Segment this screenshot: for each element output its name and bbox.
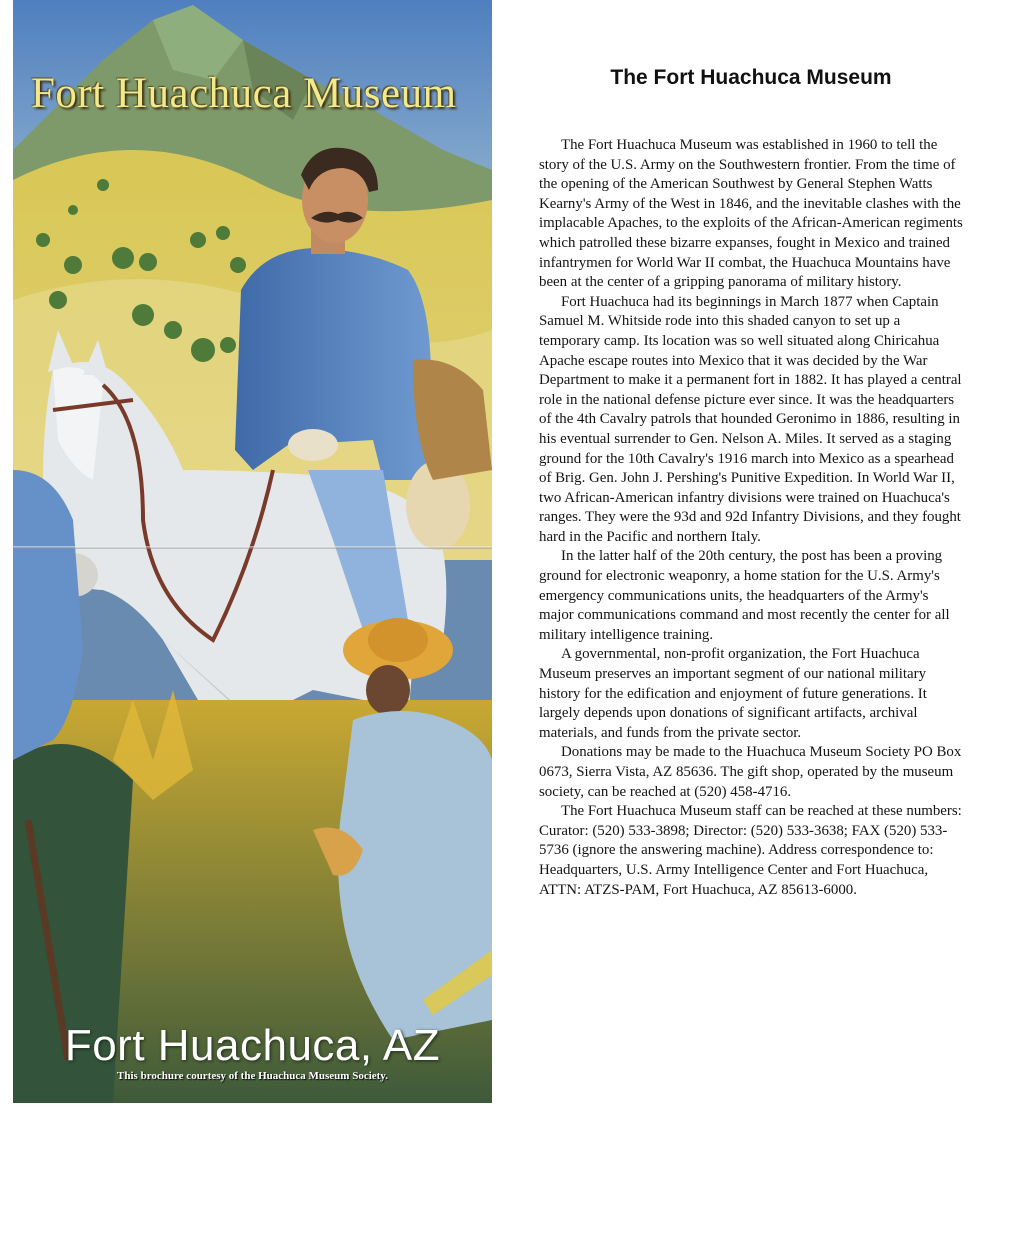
paragraph-organization: A governmental, non-profit organization, the Fort Huachuca Museum preserves an important segment of our national military history for the edification and enjoyment of future generations. It largely depends upon donations of significant artifacts, archival materials, and funds from the private sector. xyxy=(539,646,927,741)
paragraph-donations: Donations may be made to the Huachuca Museum Society PO Box 0673, Sierra Vista, AZ 85636. The gift shop, operated by the museum society, can be reached at (520) 458-4716. xyxy=(539,744,962,800)
brochure-cover xyxy=(13,0,492,1103)
cover-title: Fort Huachuca Museum xyxy=(31,70,457,117)
cover-credit: This brochure courtesy of the Huachuca Museum Society. xyxy=(117,1070,388,1082)
paragraph-history: The Fort Huachuca Museum was established in 1960 to tell the story of the U.S. Army on the Southwestern frontier. From the time of the opening of the American Southwest by General Stephen Watts Kearny's Army of the West in 1846, and the inevitable clashes with the implacable Apaches, to the exploits of the African-American regiments which patrolled these bizarre expanses, fought in Mexico and trained infantrymen for World War II combat, the Huachuca Mountains have been at the center of a gripping panorama of military history. xyxy=(539,137,963,291)
mural-painting xyxy=(13,0,492,1103)
article-body xyxy=(539,136,963,900)
cover-location: Fort Huachuca, AZ xyxy=(64,1021,441,1070)
paragraph-20th-century: In the latter half of the 20th century, the post has been a proving ground for electronic weaponry, a home station for the U.S. Army's emergency communications units, the headquarters of the Army's major communications command and most recently the center for all military intelligence training. xyxy=(539,548,950,643)
article-title: The Fort Huachuca Museum xyxy=(610,66,892,89)
fold-crease xyxy=(13,546,492,549)
paragraph-contact: The Fort Huachuca Museum staff can be reached at these numbers: Curator: (520) 533-3898; Director: (520) 533-3638; FAX (520) 533-5736 (ignore the answering machine). Address correspondence to: Headquarters, U.S. Army Intelligence Center and Fort Huachuca, ATTN: ATZS-PAM, Fort Huachuca, AZ 85613-6000. xyxy=(539,803,962,898)
paragraph-beginnings: Fort Huachuca had its beginnings in March 1877 when Captain Samuel M. Whitside rode into this shaded canyon to set up a temporary camp. Its location was so well situated along Chiricahua Apache escape routes into Mexico that it was decided by the War Department to make it a permanent fort in 1882. It has played a central role in the national defense picture ever since. It was the headquarters of the 4th Cavalry patrols that hounded Geronimo in 1886, resulting in his eventual surrender to Gen. Nelson A. Miles. It served as a staging ground for the 10th Cavalry's 1916 march into Mexico as a spearhead of Brig. Gen. John J. Pershing's Punitive Expedition. In World War II, two African-American infantry divisions were trained on Huachuca's ranges. They were the 93d and 92d Infantry Divisions, and they fought hard in the Pacific and northern Italy. xyxy=(539,293,962,545)
